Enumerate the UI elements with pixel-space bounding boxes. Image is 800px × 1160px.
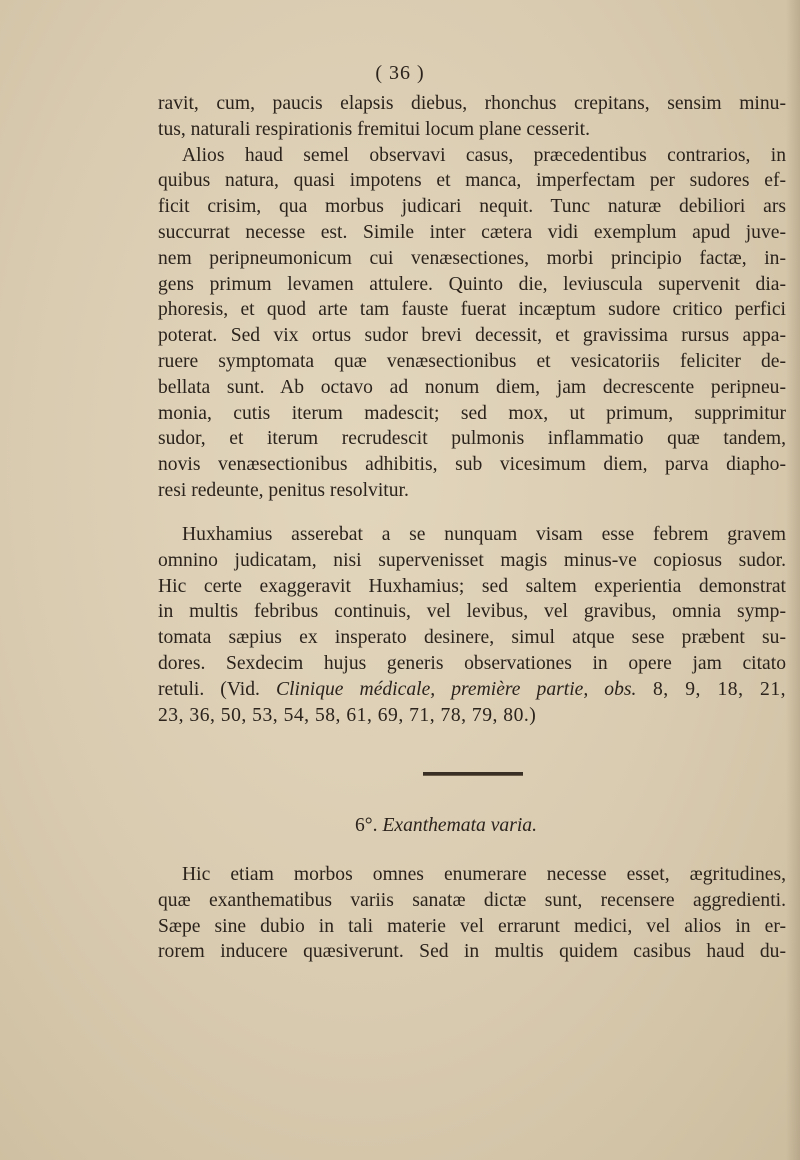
reference-numbers: 8, 9, 18, 21, [636, 678, 787, 700]
page-edge-shadow [786, 0, 800, 1160]
paragraph-4 [158, 862, 786, 965]
text-line: quibus natura, quasi impotens et manca, imperfectam per sudores ef- [158, 170, 786, 192]
reference-line [158, 677, 786, 703]
text-line: dores. Sexdecim hujus generis observationes in opere jam citato [158, 652, 786, 674]
text-line: novis venæsectionibus adhibitis, sub vicesimum diem, parva diapho- [158, 454, 786, 476]
text-line: bellata sunt. Ab octavo ad nonum diem, jam decrescente peripneu- [158, 376, 786, 398]
text-line: succurrat necesse est. Simile inter cætera vidi exemplum apud juve- [158, 221, 786, 243]
section-title: Exanthemata varia. [382, 815, 537, 836]
text-line: in multis febribus continuis, vel levibus, vel gravibus, omnia symp- [158, 601, 786, 623]
text-line: Alios haud semel observavi casus, præcedentibus contrarios, in [182, 144, 786, 166]
text-line: Hic certe exaggeravit Huxhamius; sed saltem experientia demonstrat [158, 575, 786, 597]
reference-numbers-continued: 23, 36, 50, 53, 54, 58, 61, 69, 71, 78, 79, 80.) [158, 704, 537, 726]
paragraph-2 [158, 143, 786, 504]
text-line: ruere symptomata quæ venæsectionibus et vesicatoriis feliciter de- [158, 350, 786, 372]
paragraph-1 [158, 91, 786, 143]
section-divider [423, 772, 523, 776]
paragraph-3 [158, 522, 786, 728]
text-line: sudor, et iterum recrudescit pulmonis inflammatio quæ tandem, [158, 428, 786, 450]
text-block-upper [158, 91, 786, 504]
reference-prefix: retuli. (Vid. [158, 678, 276, 700]
text-line: ravit, cum, paucis elapsis diebus, rhonchus crepitans, sensim minu- [158, 93, 786, 114]
text-line: tomata sæpius ex insperato desinere, simul atque sese præbent su- [158, 627, 786, 649]
text-line: poterat. Sed vix ortus sudor brevi decessit, et gravissima rursus appa- [158, 325, 786, 347]
text-line: omnino judicatam, nisi supervenisset magis minus-ve copiosus sudor. [158, 549, 786, 571]
text-line: Sæpe sine dubio in tali materie vel errarunt medici, vel alios in er- [158, 915, 786, 937]
text-line: ficit crisim, qua morbus judicari nequit. Tunc naturæ debiliori ars [158, 196, 786, 218]
text-line: nem peripneumonicum cui venæsectiones, morbi principio factæ, in- [158, 247, 786, 269]
text-line: tus, naturali respirationis fremitui locum plane cesserit. [158, 118, 591, 140]
text-line: Huxhamius asserebat a se nunquam visam esse febrem gravem [182, 524, 786, 545]
section-heading [0, 815, 800, 837]
text-line: monia, cutis iterum madescit; sed mox, ut primum, supprimitur [158, 402, 786, 424]
section-number: 6°. [355, 815, 378, 836]
text-line: quæ exanthematibus variis sanatæ dictæ sunt, recensere aggredienti. [158, 889, 786, 911]
text-line: gens primum levamen attulere. Quinto die, leviuscula supervenit dia- [158, 273, 786, 295]
reference-title: Clinique médicale, première partie, obs. [276, 678, 637, 700]
text-line: Hic etiam morbos omnes enumerare necesse esset, ægritudines, [182, 864, 786, 885]
text-line: rorem inducere quæsiverunt. Sed in multis quidem casibus haud du- [158, 941, 786, 963]
page-number: ( 36 ) [375, 62, 425, 84]
text-line: phoresis, et quod arte tam fauste fuerat incæptum sudore critico perfici [158, 299, 786, 321]
text-line: resi redeunte, penitus resolvitur. [158, 479, 409, 501]
